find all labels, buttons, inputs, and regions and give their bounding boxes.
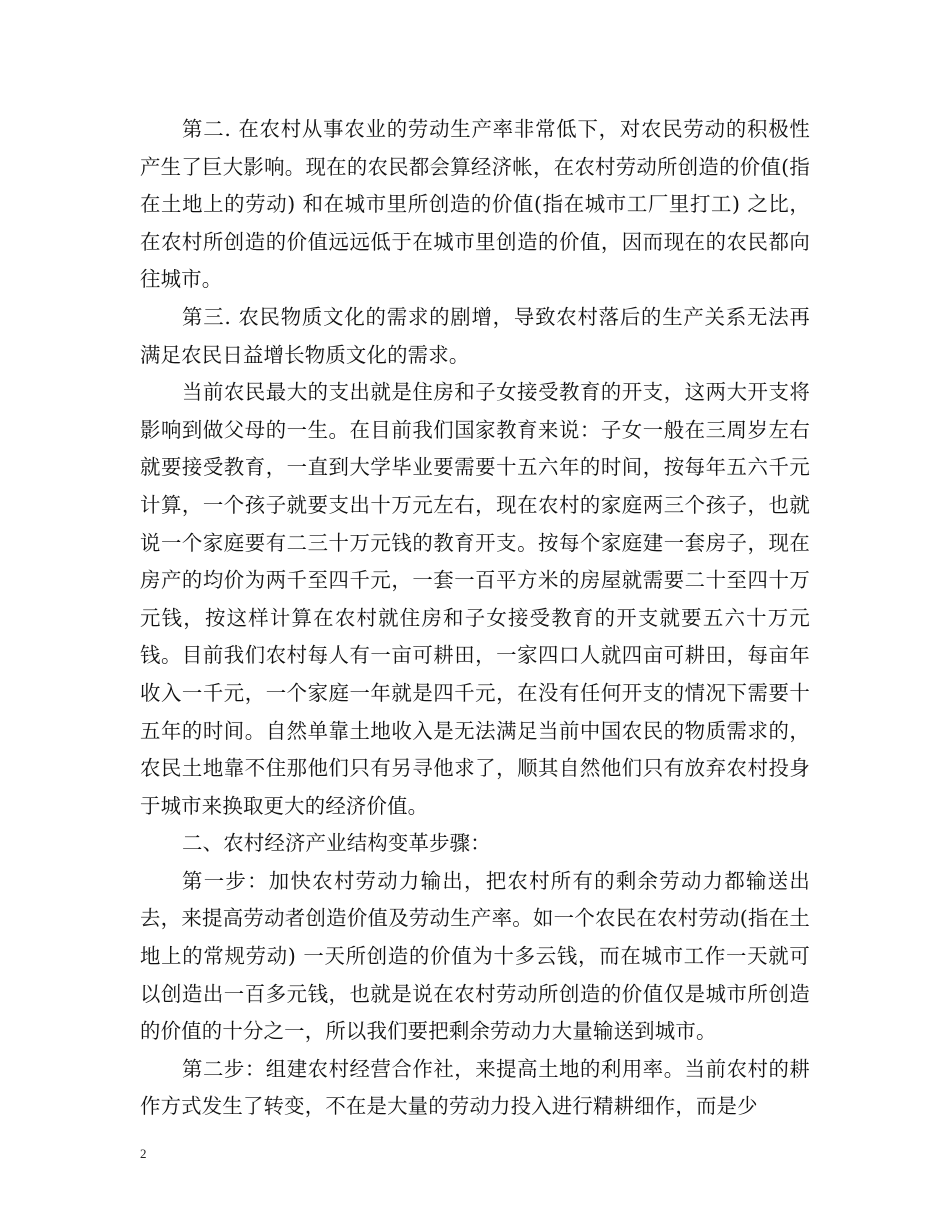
section-heading-reform-steps: 二、农村经济产业结构变革步骤： (182, 831, 491, 856)
paragraph-step-one: 第一步：加快农村劳动力输出，把农村所有的剩余劳动力都输送出去，来提高劳动者创造价值及劳动生产率。如一个农民在农村劳动(指在土地上的常规劳动) 一天所创造的价值为十多云钱，而在城市工作一天就可以创造出一百多元钱，也就是说在农村劳动所创造的价值仅是城市所创造的价值的十分之一，所以我们要把剩余劳动力大量输送到城市。 (140, 868, 810, 1044)
page-number: 2 (140, 1146, 147, 1161)
paragraph-second-point: 第二. 在农村从事农业的劳动生产率非常低下，对农民劳动的积极性产生了巨大影响。现在的农民都会算经济帐，在农村劳动所创造的价值(指在土地上的劳动) 和在城市里所创造的价值(指在城市工厂里打工) 之比，在农村所创造的价值远远低于在城市里创造的价值，因而现在的农民都向往城市。 (140, 117, 810, 292)
paragraph-step-two: 第二步：组建农村经营合作社，来提高土地的利用率。当前农村的耕作方式发生了转变，不在是大量的劳动力投入进行精耕细作，而是少 (140, 1056, 810, 1119)
paragraph-expenses: 当前农民最大的支出就是住房和子女接受教育的开支，这两大开支将影响到做父母的一生。在目前我们国家教育来说：子女一般在三周岁左右就要接受教育，一直到大学毕业要需要十五六年的时间，按每年五六千元计算，一个孩子就要支出十万元左右，现在农村的家庭两三个孩子，也就说一个家庭要有二三十万元钱的教育开支。按每个家庭建一套房子，现在房产的均价为两千至四千元，一套一百平方米的房屋就需要二十至四十万元钱，按这样计算在农村就住房和子女接受教育的开支就要五六十万元钱。目前我们农村每人有一亩可耕田，一家四口人就四亩可耕田，每亩年收入一千元，一个家庭一年就是四千元，在没有任何开支的情况下需要十五年的时间。自然单靠土地收入是无法满足当前中国农民的物质需求的，农民土地靠不住那他们只有另寻他求了，顺其自然他们只有放弃农村投身于城市来换取更大的经济价值。 (140, 380, 810, 818)
document-body (140, 111, 810, 1126)
paragraph-third-point: 第三. 农民物质文化的需求的剧增，导致农村落后的生产关系无法再满足农民日益增长物质文化的需求。 (140, 304, 810, 367)
